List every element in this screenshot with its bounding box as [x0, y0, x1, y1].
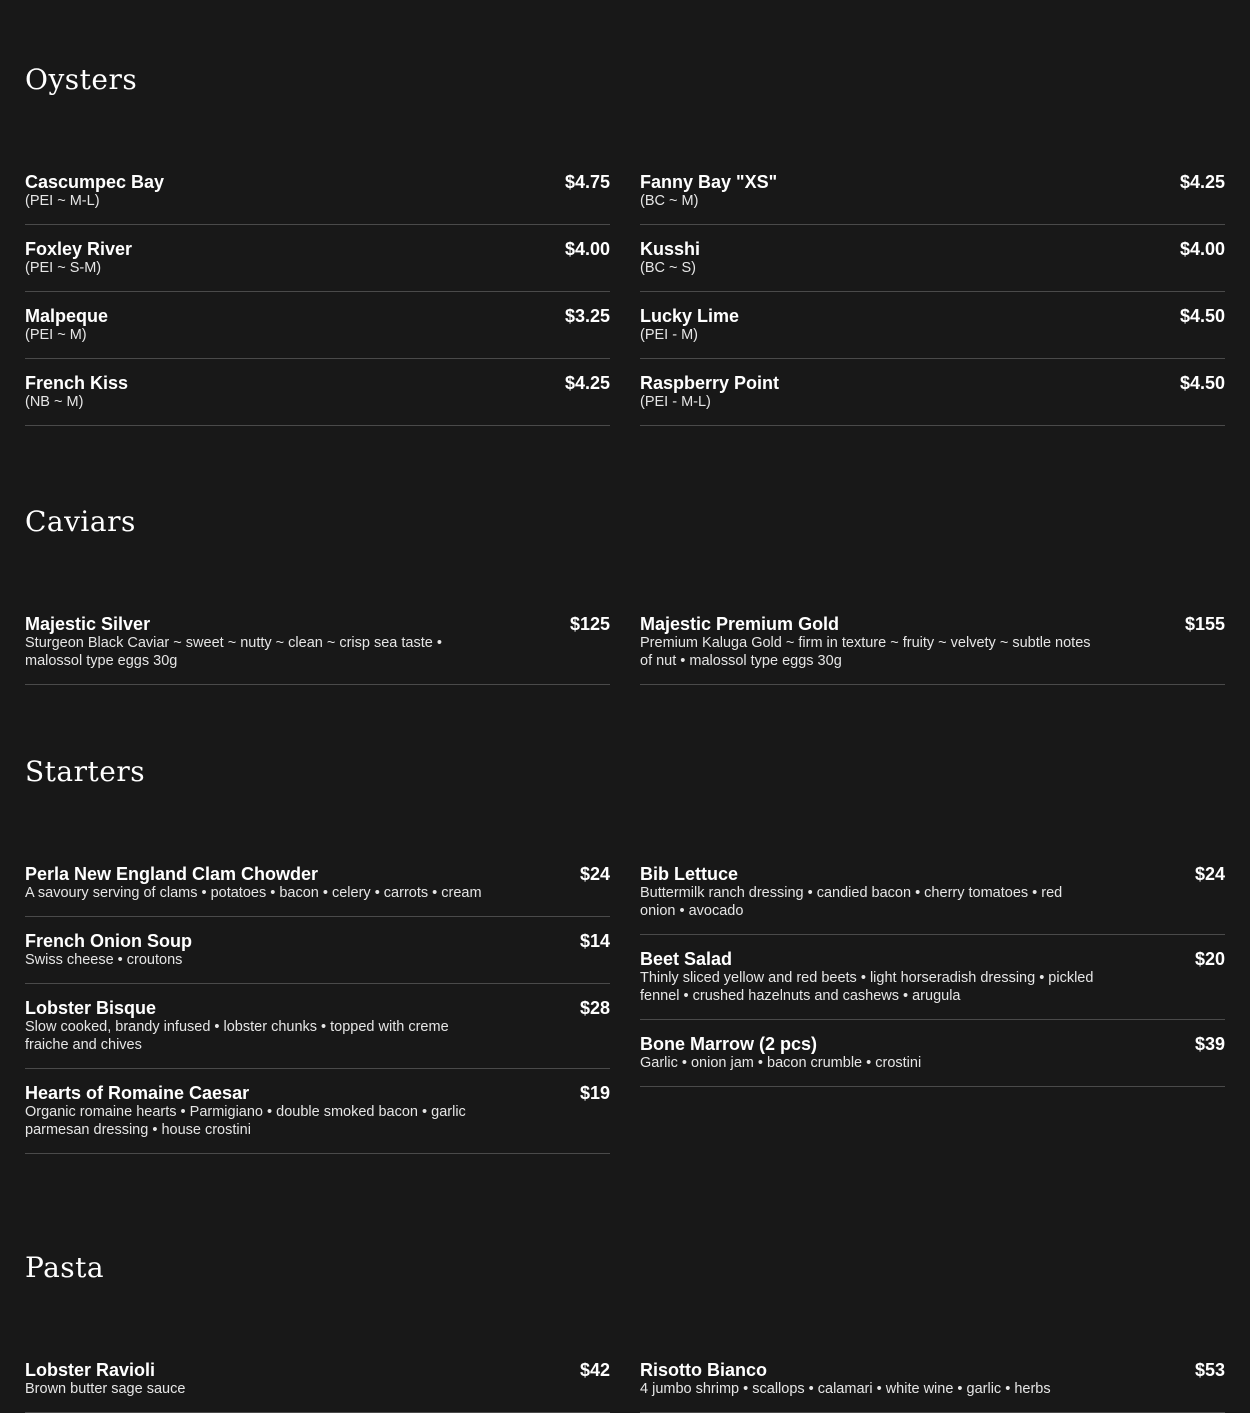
- menu-item-name: Malpeque: [25, 306, 109, 326]
- section-title-caviars: Caviars: [25, 505, 136, 538]
- menu-item-price: $53: [1194, 1360, 1225, 1380]
- menu-item-name: Majestic Premium Gold: [640, 614, 840, 634]
- pasta-right-column: [640, 1360, 1225, 1413]
- menu-item-description: Sturgeon Black Caviar ~ sweet ~ nutty ~ clean ~ crisp sea taste • malossol type eggs 30g: [25, 635, 442, 669]
- menu-item: [640, 935, 1225, 1020]
- menu-item-description: Thinly sliced yellow and red beets • light horseradish dressing • pickled fennel • crushed hazelnuts and cashews • arugula: [640, 970, 1094, 1004]
- menu-item-price: $4.25: [564, 373, 610, 393]
- menu-item-name: Lobster Bisque: [25, 998, 157, 1018]
- menu-item-description: 4 jumbo shrimp • scallops • calamari • white wine • garlic • herbs: [640, 1381, 1051, 1397]
- menu-item-name: Cascumpec Bay: [25, 172, 165, 192]
- menu-item-description: (PEI ~ S-M): [25, 260, 102, 276]
- menu-item: [25, 359, 610, 426]
- menu-item-name: Bib Lettuce: [640, 864, 739, 884]
- caviars-left-column: [25, 614, 610, 685]
- menu-item-description: (PEI - M): [640, 327, 698, 343]
- menu-item: [25, 614, 610, 685]
- menu-item: [25, 984, 610, 1069]
- menu-item-price: $24: [579, 864, 610, 884]
- menu-item-name: Risotto Bianco: [640, 1360, 768, 1380]
- menu-item-description: Organic romaine hearts • Parmigiano • double smoked bacon • garlic parmesan dressing • house crostini: [25, 1104, 466, 1138]
- menu-item: [640, 292, 1225, 359]
- menu-item-price: $14: [579, 931, 610, 951]
- menu-item-description: Brown butter sage sauce: [25, 1381, 186, 1397]
- menu-item-price: $19: [579, 1083, 610, 1103]
- section-title-oysters: Oysters: [25, 63, 138, 96]
- menu-item: [25, 1360, 610, 1413]
- starters-right-column: [640, 864, 1225, 1087]
- menu-item-name: Foxley River: [25, 239, 133, 259]
- menu-item-price: $4.25: [1179, 172, 1225, 192]
- menu-item: [25, 917, 610, 984]
- menu-item: [640, 225, 1225, 292]
- menu-item-price: $20: [1194, 949, 1225, 969]
- starters-left-column: [25, 864, 610, 1154]
- menu-item-price: $125: [569, 614, 610, 634]
- menu-item-description: (NB ~ M): [25, 394, 84, 410]
- section-title-pasta: Pasta: [25, 1251, 105, 1284]
- menu-item: [25, 292, 610, 359]
- menu-item-description: (BC ~ S): [640, 260, 696, 276]
- menu-item: [640, 359, 1225, 426]
- menu-item: [25, 864, 610, 917]
- menu-item-description: Slow cooked, brandy infused • lobster chunks • topped with creme fraiche and chives: [25, 1019, 449, 1053]
- menu-item-price: $155: [1184, 614, 1225, 634]
- menu-item-name: Kusshi: [640, 239, 701, 259]
- menu-item-price: $39: [1194, 1034, 1225, 1054]
- oysters-right-column: [640, 172, 1225, 426]
- menu-item: [640, 1020, 1225, 1087]
- menu-item: [25, 172, 610, 225]
- menu-item-name: Majestic Silver: [25, 614, 151, 634]
- menu-item-description: (PEI - M-L): [640, 394, 711, 410]
- menu-item-price: $4.50: [1179, 306, 1225, 326]
- menu-item-name: Beet Salad: [640, 949, 733, 969]
- menu-item-name: Raspberry Point: [640, 373, 780, 393]
- pasta-left-column: [25, 1360, 610, 1413]
- menu-item-name: Bone Marrow (2 pcs): [640, 1034, 818, 1054]
- menu-item-price: $4.00: [564, 239, 610, 259]
- menu-item-price: $24: [1194, 864, 1225, 884]
- menu-item-price: $28: [579, 998, 610, 1018]
- menu-item-description: (BC ~ M): [640, 193, 699, 209]
- menu-item-description: (PEI ~ M): [25, 327, 87, 343]
- menu-item-description: (PEI ~ M-L): [25, 193, 100, 209]
- menu-item-name: French Onion Soup: [25, 931, 192, 951]
- oysters-left-column: [25, 172, 610, 426]
- menu-item-price: $3.25: [564, 306, 610, 326]
- menu-item-name: Lucky Lime: [640, 306, 740, 326]
- menu-item-name: Perla New England Clam Chowder: [25, 864, 319, 884]
- menu-item-description: Garlic • onion jam • bacon crumble • crostini: [640, 1055, 922, 1071]
- menu-item-price: $4.00: [1179, 239, 1225, 259]
- menu-item: [640, 614, 1225, 685]
- menu-item-name: Lobster Ravioli: [25, 1360, 156, 1380]
- menu-item: [25, 1069, 610, 1154]
- menu-item-name: French Kiss: [25, 373, 129, 393]
- menu-item-description: Swiss cheese • croutons: [25, 952, 183, 968]
- menu-item: [640, 172, 1225, 225]
- menu-item-description: A savoury serving of clams • potatoes • bacon • celery • carrots • cream: [25, 885, 482, 901]
- caviars-right-column: [640, 614, 1225, 685]
- menu-item-price: $4.50: [1179, 373, 1225, 393]
- menu-item-name: Hearts of Romaine Caesar: [25, 1083, 250, 1103]
- menu-item: [640, 1360, 1225, 1413]
- menu-item-price: $42: [579, 1360, 610, 1380]
- menu-item-name: Fanny Bay "XS": [640, 172, 778, 192]
- menu-item-description: Premium Kaluga Gold ~ firm in texture ~ fruity ~ velvety ~ subtle notes of nut • malossol type eggs 30g: [640, 635, 1091, 669]
- menu-item-price: $4.75: [564, 172, 610, 192]
- menu-item-description: Buttermilk ranch dressing • candied bacon • cherry tomatoes • red onion • avocado: [640, 885, 1063, 919]
- menu-item: [640, 864, 1225, 935]
- section-title-starters: Starters: [25, 755, 146, 788]
- menu-item: [25, 225, 610, 292]
